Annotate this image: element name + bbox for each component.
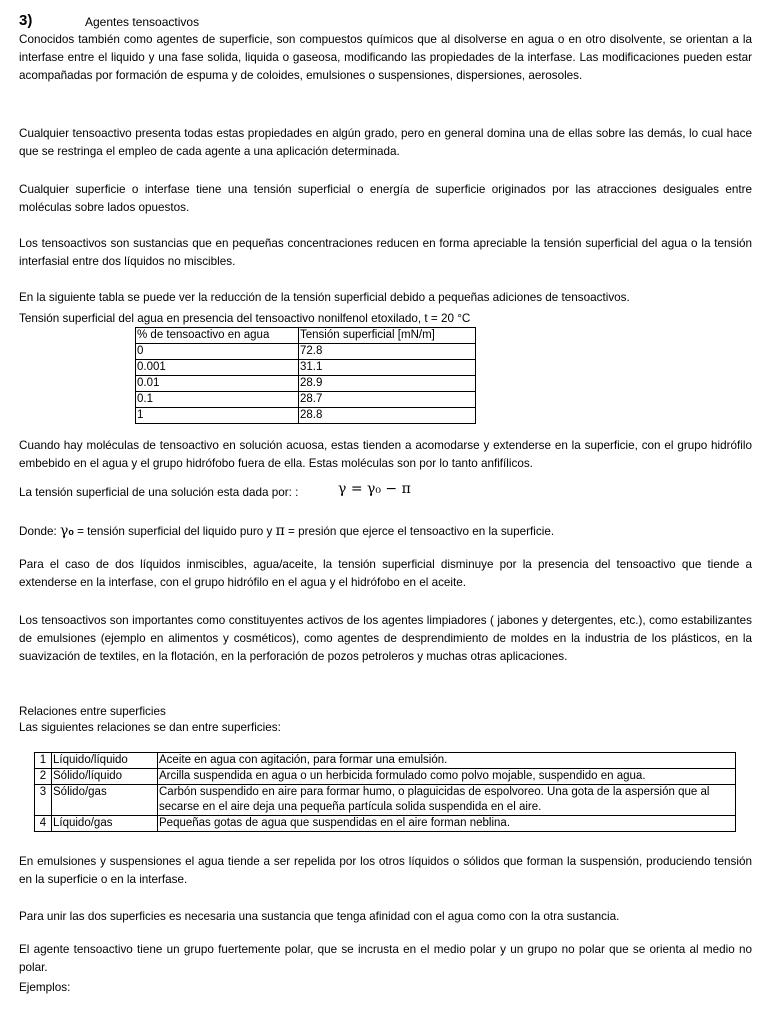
table-row bbox=[136, 408, 476, 424]
paragraph-affinity: Para unir las dos superficies es necesaria una sustancia que tenga afinidad con el agua como con la otra sustancia. bbox=[19, 910, 620, 923]
table-cell: 1 bbox=[35, 753, 52, 769]
table-row bbox=[35, 785, 736, 816]
paragraph-table-intro: En la siguiente tabla se puede ver la reducción de la tensión superficial debido a pequeñas adiciones de tensoactivos. bbox=[19, 291, 630, 304]
table-cell: 3 bbox=[35, 785, 52, 816]
relations-subtitle: Las siguientes relaciones se dan entre superficies: bbox=[19, 721, 281, 734]
section-title: Agentes tensoactivos bbox=[85, 15, 200, 29]
section-number: 3) bbox=[19, 12, 33, 29]
paragraph-interface: Cualquier superficie o interfase tiene una tensión superficial o energía de superficie originados por las atracciones desiguales entre moléculas sobre lados opuestos. bbox=[19, 183, 752, 214]
table-cell: 0.1 bbox=[136, 392, 299, 408]
surface-tension-table bbox=[135, 327, 476, 424]
table-header-cell: Tensión superficial [mN/m] bbox=[299, 328, 476, 344]
table-row bbox=[35, 769, 736, 785]
surface-tension-formula: γ = γ₀ − π bbox=[338, 481, 411, 497]
section-heading bbox=[19, 12, 752, 30]
table-cell: 2 bbox=[35, 769, 52, 785]
table-cell: 0.001 bbox=[136, 360, 299, 376]
table-cell: Sólido/gas bbox=[52, 785, 158, 816]
formula-intro-text: La tensión superficial de una solución esta dada por: bbox=[19, 486, 292, 499]
paragraph-molecules: Cuando hay moléculas de tensoactivo en solución acuosa, estas tienden a acomodarse y extenderse en la superficie, con el grupo hidrófilo embebido en el agua y el grupo hidrófobo fuera de ella. Estas moléculas son por lo tanto anfifílicos. bbox=[19, 439, 752, 470]
formula-colon: : bbox=[295, 486, 299, 499]
table-row bbox=[35, 753, 736, 769]
table-cell: Pequeñas gotas de agua que suspendidas en el aire forman neblina. bbox=[158, 816, 736, 832]
table-row bbox=[136, 344, 476, 360]
definition-label: Donde: bbox=[19, 525, 57, 538]
examples-label: Ejemplos: bbox=[19, 981, 71, 994]
table-cell: 0 bbox=[136, 344, 299, 360]
pi-symbol: π bbox=[275, 523, 285, 539]
table-cell: Arcilla suspendida en agua o un herbicida formulado como polvo mojable, suspendido en agua. bbox=[158, 769, 736, 785]
table-cell: 31.1 bbox=[299, 360, 476, 376]
table-cell: Líquido/gas bbox=[52, 816, 158, 832]
pi-definition: = presión que ejerce el tensoactivo en la superficie. bbox=[288, 525, 555, 538]
table-cell: Sólido/líquido bbox=[52, 769, 158, 785]
paragraph-intro: Conocidos también como agentes de superficie, son compuestos químicos que al disolverse en agua o en otro disolvente, se orientan a la interfase entre el liquido y una fase solida, liquida o gaseosa, modificando las propiedades de la interfase. Las modificaciones pueden estar acompañadas por formación de espuma y de coloides, emulsiones o suspensiones, dispersiones, aerosoles. bbox=[19, 33, 752, 82]
table-header-cell: % de tensoactivo en agua bbox=[136, 328, 299, 344]
surface-relations-table bbox=[34, 752, 736, 832]
table-row bbox=[35, 816, 736, 832]
table-cell: Aceite en agua con agitación, para formar una emulsión. bbox=[158, 753, 736, 769]
paragraph-emulsions: En emulsiones y suspensiones el agua tiende a ser repelida por los otros líquidos o sólidos que forman la suspensión, produciendo tensión en la superficie o en la interfase. bbox=[19, 855, 752, 886]
formula-line bbox=[19, 481, 752, 502]
paragraph-tensoactivos: Los tensoactivos son sustancias que en pequeñas concentraciones reducen en forma apreciable la tensión superficial del agua o la tensión interfasial entre dos líquidos no miscibles. bbox=[19, 237, 752, 268]
gamma-subscript: o bbox=[68, 527, 74, 537]
table-cell: Carbón suspendido en aire para formar humo, o plaguicidas de espolvoreo. Una gota de la aspersión que al secarse en el aire deja una pequeña partícula solida suspendida en el aire. bbox=[158, 785, 736, 816]
table-cell: 4 bbox=[35, 816, 52, 832]
table-cell: 72.8 bbox=[299, 344, 476, 360]
table1-caption: Tensión superficial del agua en presencia del tensoactivo nonilfenol etoxilado, t = 20 °C bbox=[19, 312, 471, 325]
table-cell: 28.9 bbox=[299, 376, 476, 392]
gamma-definition: = tensión superficial del liquido puro y bbox=[77, 525, 273, 538]
table-header-row bbox=[136, 328, 476, 344]
table-row bbox=[136, 392, 476, 408]
table-row bbox=[136, 376, 476, 392]
relations-title: Relaciones entre superficies bbox=[19, 705, 166, 718]
paragraph-applications: Los tensoactivos son importantes como constituyentes activos de los agentes limpiadores ( jabones y detergentes, etc.), como estabilizantes de emulsiones (ejemplo en alimentos y cosméticos), como agentes de desprendimiento de moldes en la industria de los plásticos, en la suavización de textiles, en la flotación, en la perforación de pozos petroleros y muchas otras aplicaciones. bbox=[19, 614, 752, 663]
formula-definitions bbox=[19, 522, 752, 541]
table-cell: 1 bbox=[136, 408, 299, 424]
table-cell: 28.8 bbox=[299, 408, 476, 424]
paragraph-properties: Cualquier tensoactivo presenta todas estas propiedades en algún grado, pero en general domina una de ellas sobre las demás, lo cual hace que se restringa el empleo de cada agente a una aplicación determinada. bbox=[19, 127, 752, 158]
table-cell: 28.7 bbox=[299, 392, 476, 408]
paragraph-immiscible: Para el caso de dos líquidos inmiscibles, agua/aceite, la tensión superficial disminuye por la presencia del tensoactivo que tiende a extenderse en la interfase, con el grupo hidrófilo en el agua y el hidrófobo en el aceite. bbox=[19, 558, 752, 589]
paragraph-polar-group: El agente tensoactivo tiene un grupo fuertemente polar, que se incrusta en el medio polar y un grupo no polar que se orienta al medio no polar. bbox=[19, 943, 752, 974]
table-row bbox=[136, 360, 476, 376]
table-cell: 0.01 bbox=[136, 376, 299, 392]
table-cell: Líquido/líquido bbox=[52, 753, 158, 769]
gamma-symbol: γ bbox=[59, 523, 69, 539]
